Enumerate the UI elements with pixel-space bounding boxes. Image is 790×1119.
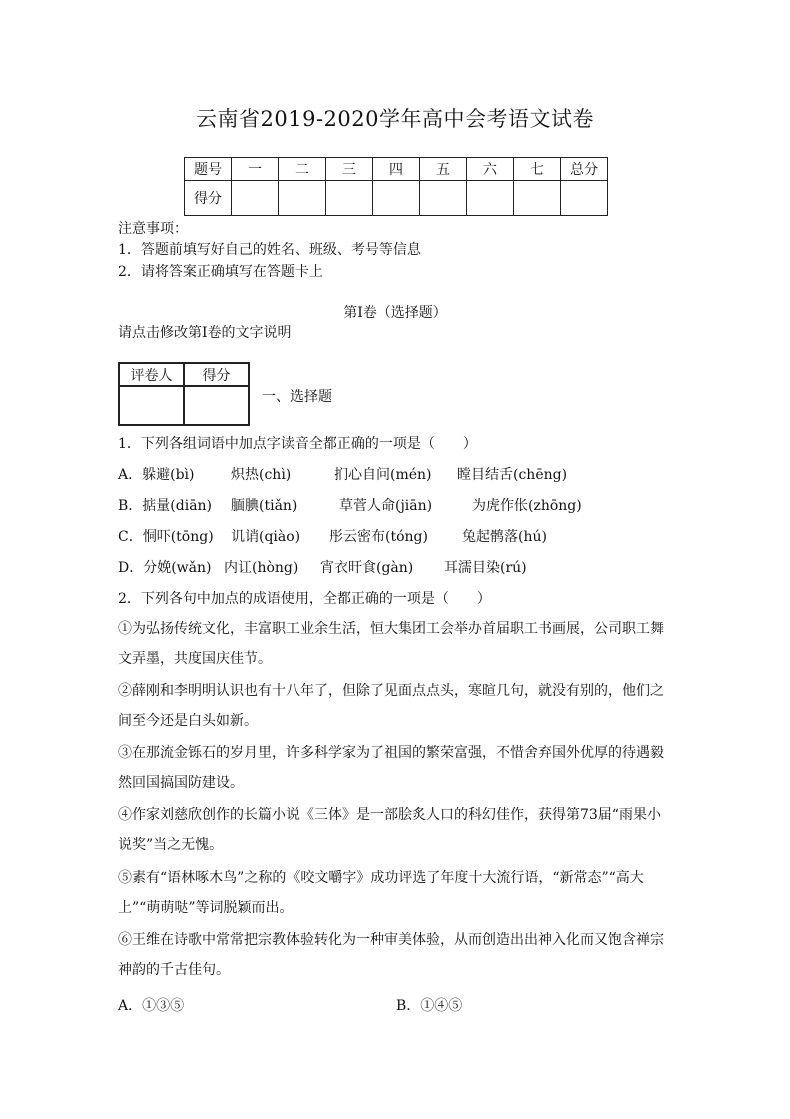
option-term: 内讧(hòng) <box>224 560 299 576</box>
q2-item-line: ④作家刘慈欣创作的长篇小说《三体》是一部脍炙人口的科幻佳作，获得第73届“雨果小 <box>118 807 661 823</box>
score-header-cell: 五 <box>420 158 467 181</box>
q2-item-line: 文弄墨，共度国庆佳节。 <box>118 651 272 667</box>
option-term: B．掂量(diān) <box>118 498 213 514</box>
section-description: 请点击修改第I卷的文字说明 <box>118 325 292 341</box>
option-term: 草菅人命(jiān) <box>339 498 433 514</box>
score-header-cell: 三 <box>326 158 373 181</box>
q2-item-line: ⑥王维在诗歌中常常把宗教体验转化为一种审美体验，从而创造出出神入化而又饱含禅宗 <box>118 932 664 948</box>
score-cell <box>279 181 326 216</box>
score-header-cell: 题号 <box>185 158 232 181</box>
grader-header-cell: 得分 <box>184 363 249 386</box>
option-term: 耳濡目染(rú) <box>444 560 527 576</box>
option-term: D．分娩(wǎn) <box>118 560 212 576</box>
q2-item-line: 间至今还是白头如新。 <box>118 713 258 729</box>
q2-item <box>118 863 678 923</box>
q1-option-c <box>118 526 547 546</box>
score-header-cell: 四 <box>373 158 420 181</box>
score-header-cell: 二 <box>279 158 326 181</box>
q2-item-line: ⑤素有“语林啄木鸟”之称的《咬文嚼字》成功评选了年度十大流行语，“新常态”“高大 <box>118 870 644 886</box>
option-term: A．躲避(bì) <box>118 467 195 483</box>
option-term: 腼腆(tiǎn) <box>231 498 298 514</box>
score-table-score-row <box>185 181 608 216</box>
score-header-cell: 七 <box>514 158 561 181</box>
score-cell <box>326 181 373 216</box>
grader-table <box>118 362 250 426</box>
q2-item-line: ②薛刚和李明明认识也有十八年了，但除了见面点点头，寒暄几句，就没有别的，他们之 <box>118 683 664 699</box>
section-title: 第I卷（选择题） <box>343 305 447 321</box>
q2-answer-b: B．①④⑤ <box>396 998 463 1014</box>
question-stem: 1．下列各组词语中加点字读音全都正确的一项是（ ） <box>118 436 477 452</box>
option-term: 瞠目结舌(chēng) <box>457 467 568 483</box>
page-title: 云南省2019-2020学年高中会考语文试卷 <box>196 107 594 131</box>
grader-header-row <box>119 363 249 386</box>
option-term: 讥诮(qiào) <box>231 529 301 545</box>
score-header-cell: 一 <box>232 158 279 181</box>
q1-option-b <box>118 495 582 515</box>
q2-item-line: 说奖”当之无愧。 <box>118 837 224 853</box>
q2-item <box>118 925 678 985</box>
q2-item-line: ③在那流金铄石的岁月里，许多科学家为了祖国的繁荣富强，不惜舍弃国外优厚的待遇毅 <box>118 745 664 761</box>
option-term: 为虎作伥(zhōng) <box>472 498 582 514</box>
q2-item-line: 上”“萌萌哒”等词脱颖而出。 <box>118 900 294 916</box>
score-header-cell: 六 <box>467 158 514 181</box>
part-heading: 一、选择题 <box>262 389 332 405</box>
option-term: 宵衣旰食(gàn) <box>320 560 414 576</box>
score-row-label: 得分 <box>185 181 232 216</box>
q1-option-d <box>118 557 527 577</box>
score-header-cell: 总分 <box>561 158 608 181</box>
option-term: 彤云密布(tóng) <box>329 529 428 545</box>
score-cell <box>420 181 467 216</box>
grader-header-cell: 评卷人 <box>119 363 184 386</box>
score-cell <box>561 181 608 216</box>
q2-item <box>118 738 678 798</box>
score-cell <box>467 181 514 216</box>
score-cell <box>514 181 561 216</box>
q2-answer-a: A．①③⑤ <box>118 998 185 1014</box>
notes-heading: 注意事项： <box>118 221 188 237</box>
score-table <box>184 157 608 216</box>
score-cell <box>373 181 420 216</box>
q2-item <box>118 614 678 674</box>
option-term: 炽热(chì) <box>231 467 292 483</box>
option-term: C．恫吓(tōng) <box>118 529 214 545</box>
score-cell <box>232 181 279 216</box>
notes-item: 1．答题前填写好自己的姓名、班级、考号等信息 <box>118 242 421 258</box>
grader-blank-cell <box>184 386 249 425</box>
score-table-header-row <box>185 158 608 181</box>
grader-blank-row <box>119 386 249 425</box>
notes-item: 2．请将答案正确填写在答题卡上 <box>118 264 323 280</box>
q1-option-a <box>118 464 567 484</box>
option-term: 兔起鹘落(hú) <box>462 529 547 545</box>
q2-item-line: ①为弘扬传统文化，丰富职工业余生活，恒大集团工会举办首届职工书画展，公司职工舞 <box>118 621 664 637</box>
grader-blank-cell <box>119 386 184 425</box>
q2-item <box>118 676 678 736</box>
question-stem: 2．下列各句中加点的成语使用，全都正确的一项是（ ） <box>118 591 491 607</box>
q2-item <box>118 800 678 860</box>
option-term: 扪心自问(mén) <box>334 467 432 483</box>
q2-item-line: 神韵的千古佳句。 <box>118 962 230 978</box>
q2-item-line: 然回国搞国防建设。 <box>118 775 244 791</box>
